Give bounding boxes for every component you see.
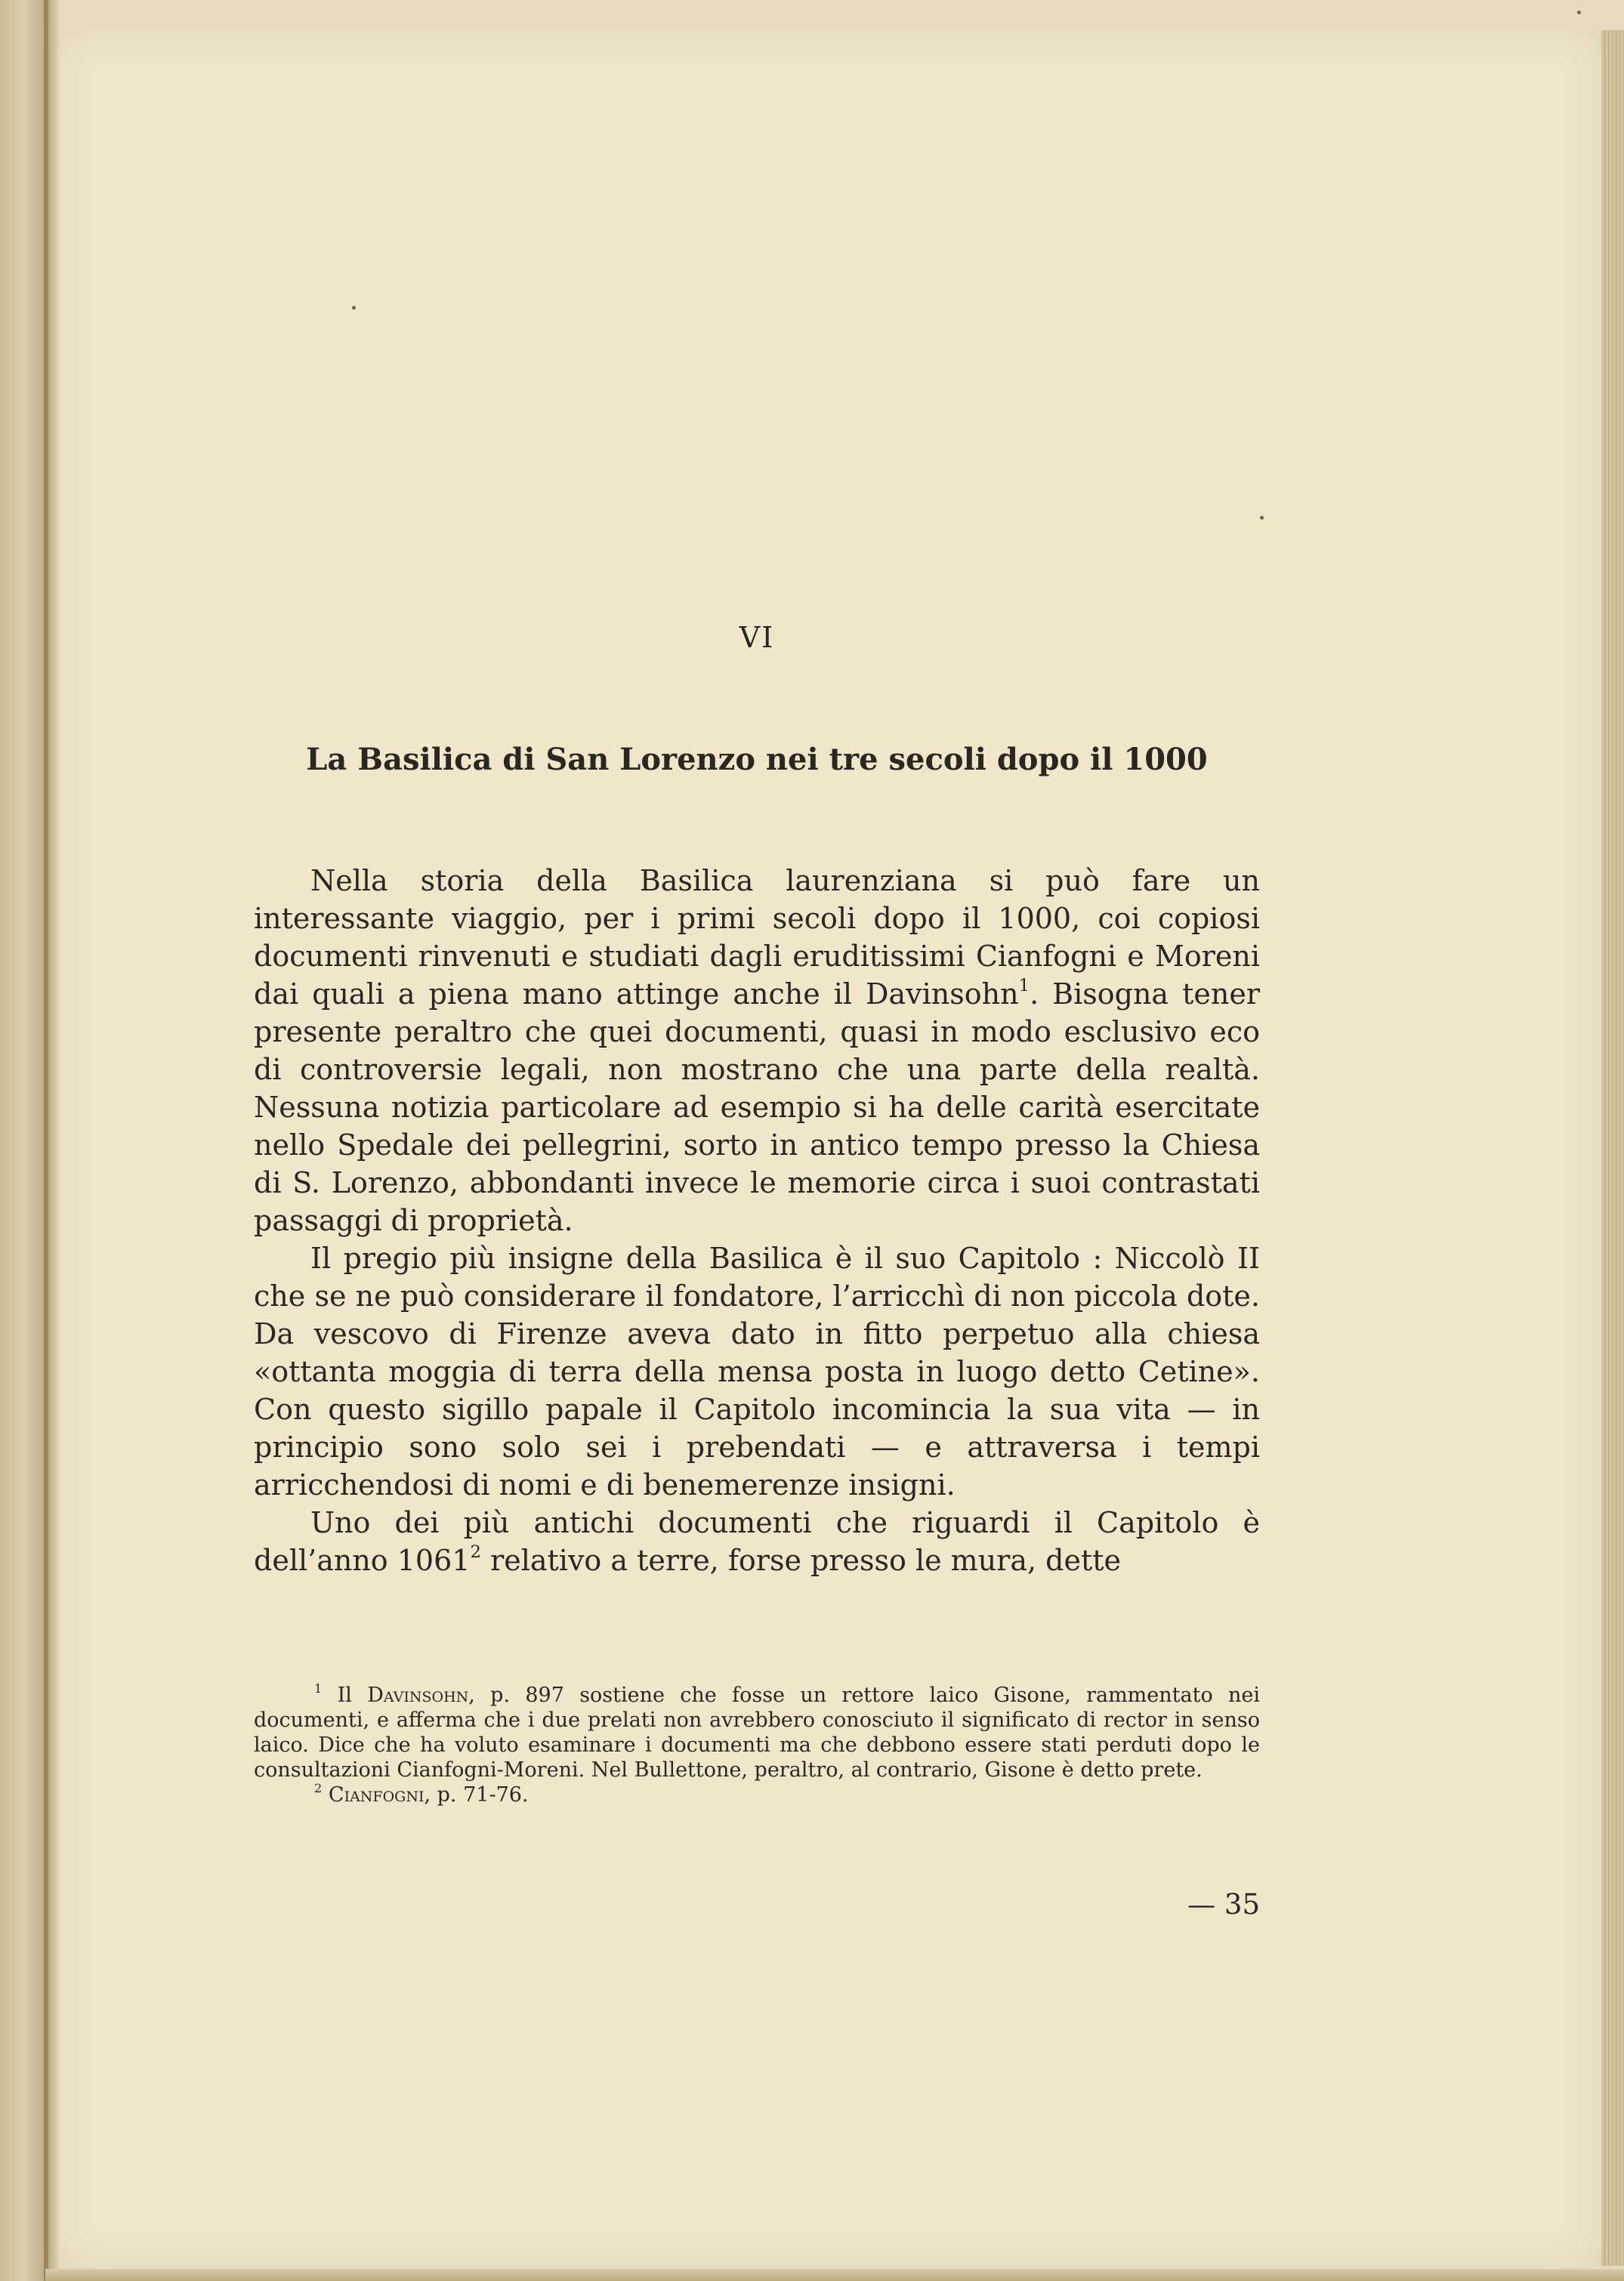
chapter-number: VI bbox=[739, 621, 775, 654]
gutter-shadow bbox=[44, 0, 60, 2281]
paragraph-text: relativo a terre, forse presso le mura, dette bbox=[480, 1544, 1122, 1577]
paragraph-text: Il pregio più insigne della Basilica è il suo Capitolo : Niccolò II che se ne può considerare il fondatore, l’arricchì di non piccola dote. Da vescovo di Firenze aveva dato in fitto perpetuo alla chiesa «ottanta moggia di terra della mensa posta in luogo detto Cetine». Con questo sigillo papale il Capitolo incomincia la sua vita — in principio sono solo sei i prebendati — e attraversa i tempi arricchendosi di nomi e di benemerenze insigni. bbox=[254, 1242, 1260, 1502]
footnote bbox=[254, 1683, 1260, 1783]
paragraph-reference: 2 bbox=[470, 1542, 481, 1562]
footnote-text: , p. 897 sostiene che fosse un rettore laico Gisone, rammentato nei documenti, e afferma che i due prelati non avrebbero conosciuto il significato di rector in senso laico. Dice che ha voluto esaminare i documenti ma che debbono essere stati perduti dopo le consultazioni Cianfogni-Moreni. Nel Bullettone, peraltro, al contrario, Gisone è detto prete. bbox=[254, 1684, 1261, 1782]
footnote-text: , p. 71-76. bbox=[424, 1783, 529, 1807]
page-edges bbox=[1601, 30, 1624, 2266]
paper-speck bbox=[352, 306, 356, 310]
paragraph-text: . Bisogna tener presente peraltro che quei documenti, quasi in modo esclusivo eco di controversie legali, non mostrano che una parte della realtà. Nessuna notizia particolare ad esempio si ha delle carità esercitate nello Spedale dei pellegrini, sorto in antico tempo presso la Chiesa di S. Lorenzo, abbondanti invece le memorie circa i suoi contrastati passaggi di proprietà. bbox=[254, 977, 1260, 1237]
paper-speck bbox=[1577, 11, 1581, 14]
chapter-title: La Basilica di San Lorenzo nei tre secoli dopo il 1000 bbox=[306, 742, 1208, 777]
paragraph-text: Uno dei più antichi documenti che riguardi il Capitolo è dell’anno 1061 bbox=[254, 1506, 1260, 1577]
paper-speck bbox=[1260, 516, 1264, 520]
paragraph-reference: 1 bbox=[1018, 975, 1030, 995]
page-number: — 35 bbox=[1187, 1888, 1260, 1921]
footnote-reference: 2 bbox=[314, 1780, 323, 1795]
paragraph-text: Nella storia della Basilica laurenziana si può fare un interessante viaggio, per i primi secoli dopo il 1000, coi copiosi documenti rinvenuti e studiati dagli eruditissimi Cianfogni e Moreni dai quali a piena mano attinge anche il Davinsohn bbox=[254, 864, 1260, 1011]
footnote-reference: 1 bbox=[314, 1681, 323, 1696]
left-page-edge bbox=[0, 0, 48, 2281]
footnote-text: Davinsohn bbox=[367, 1684, 469, 1707]
bottom-page-edge bbox=[45, 2269, 1624, 2281]
paragraph bbox=[254, 1504, 1260, 1579]
paragraph bbox=[254, 862, 1260, 1239]
paragraph bbox=[254, 1239, 1260, 1504]
footnote-text bbox=[322, 1783, 329, 1807]
body-text bbox=[254, 862, 1260, 1579]
footnote bbox=[254, 1780, 1260, 1807]
footnotes bbox=[254, 1683, 1260, 1807]
footnote-text: Cianfogni bbox=[328, 1783, 425, 1807]
footnote-text: Il bbox=[322, 1684, 368, 1707]
